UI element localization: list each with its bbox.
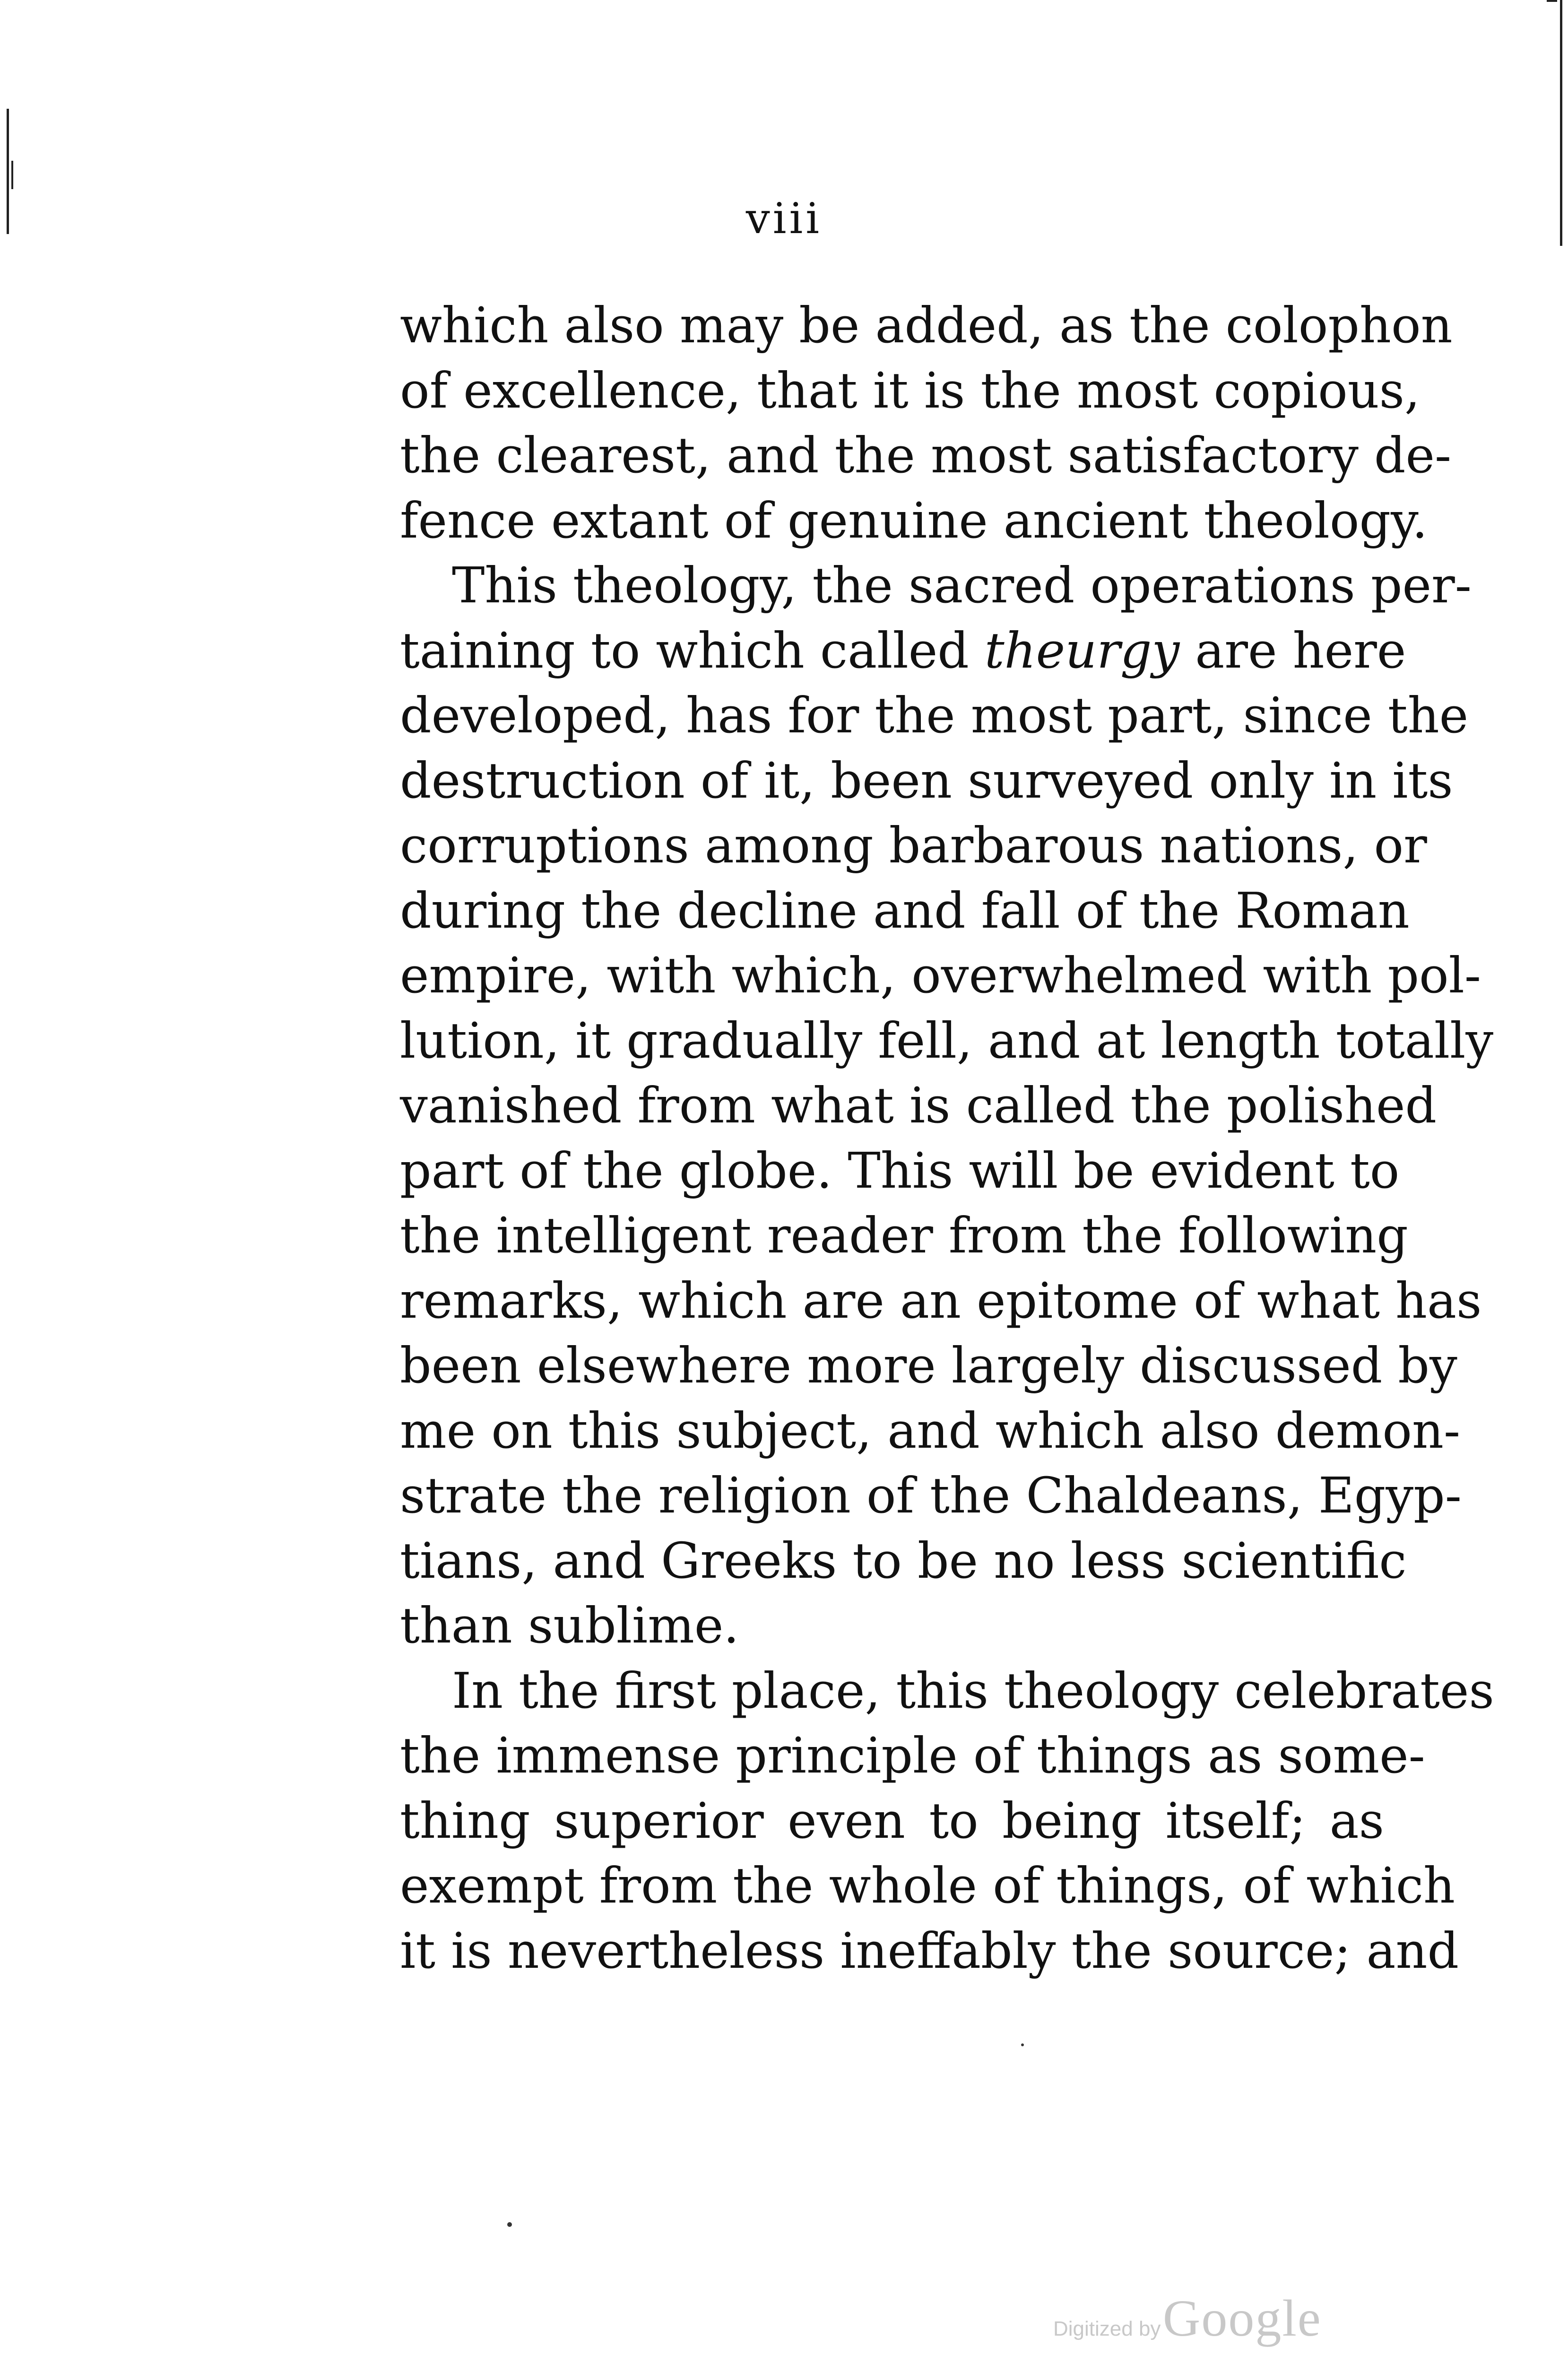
text-line: which also may be added, as the colophon [400, 296, 1453, 354]
text-line: vanished from what is called the polished [400, 1077, 1437, 1134]
scan-speck [507, 2222, 512, 2227]
text-line: taining to which called theurgy are here [400, 621, 1406, 679]
text-line: been elsewhere more largely discussed by [400, 1337, 1457, 1394]
scan-speck [1021, 2043, 1024, 2046]
text-line: tians, and Greeks to be no less scientific [400, 1531, 1407, 1590]
text-line: corruptions among barbarous nations, or [400, 817, 1427, 874]
text-line: part of the globe. This will be evident to [400, 1141, 1400, 1199]
text-line: the clearest, and the most satisfactory de- [400, 426, 1452, 484]
paragraph [400, 1659, 1494, 1984]
paragraph [400, 293, 1453, 553]
scan-edge-mark [11, 161, 13, 189]
text-line: developed, has for the most part, since the [400, 687, 1469, 744]
text-line: fence extant of genuine ancient theology. [400, 491, 1428, 549]
text-line: empire, with which, overwhelmed with pol- [400, 947, 1481, 1004]
google-logo: Google [1162, 2289, 1322, 2347]
text-line: thing superior even to being itself; as [400, 1791, 1384, 1850]
scan-edge-mark [1547, 0, 1557, 2]
text-line: during the decline and fall of the Roman [400, 881, 1410, 939]
text-line: lution, it gradually fell, and at length totally [400, 1011, 1494, 1069]
text-line: the immense principle of things as some- [400, 1727, 1425, 1784]
text-line: the intelligent reader from the following [400, 1207, 1408, 1264]
text-line: destruction of it, been surveyed only in its [400, 751, 1453, 809]
digitized-by-watermark [1053, 2288, 1322, 2348]
text-line: than sublime. [400, 1597, 739, 1654]
digitized-by-text: Digitized by [1053, 2317, 1161, 2340]
text-line: strate the religion of the Chaldeans, Egyp- [400, 1467, 1462, 1524]
text-line: it is nevertheless ineffably the source; and [400, 1921, 1459, 1980]
text-line: In the first place, this theology celebrates [452, 1661, 1494, 1720]
body-text [400, 293, 1494, 1983]
text-line: exempt from the whole of things, of which [400, 1857, 1455, 1914]
text-line: of excellence, that it is the most copious, [400, 361, 1421, 419]
page-number: viii [745, 194, 823, 243]
text-line: remarks, which are an epitome of what has [400, 1271, 1482, 1330]
text-line: This theology, the sacred operations per- [452, 556, 1472, 614]
paragraph [400, 553, 1494, 1659]
text-line: me on this subject, and which also demon- [400, 1401, 1461, 1460]
italic-term: theurgy [984, 621, 1180, 679]
